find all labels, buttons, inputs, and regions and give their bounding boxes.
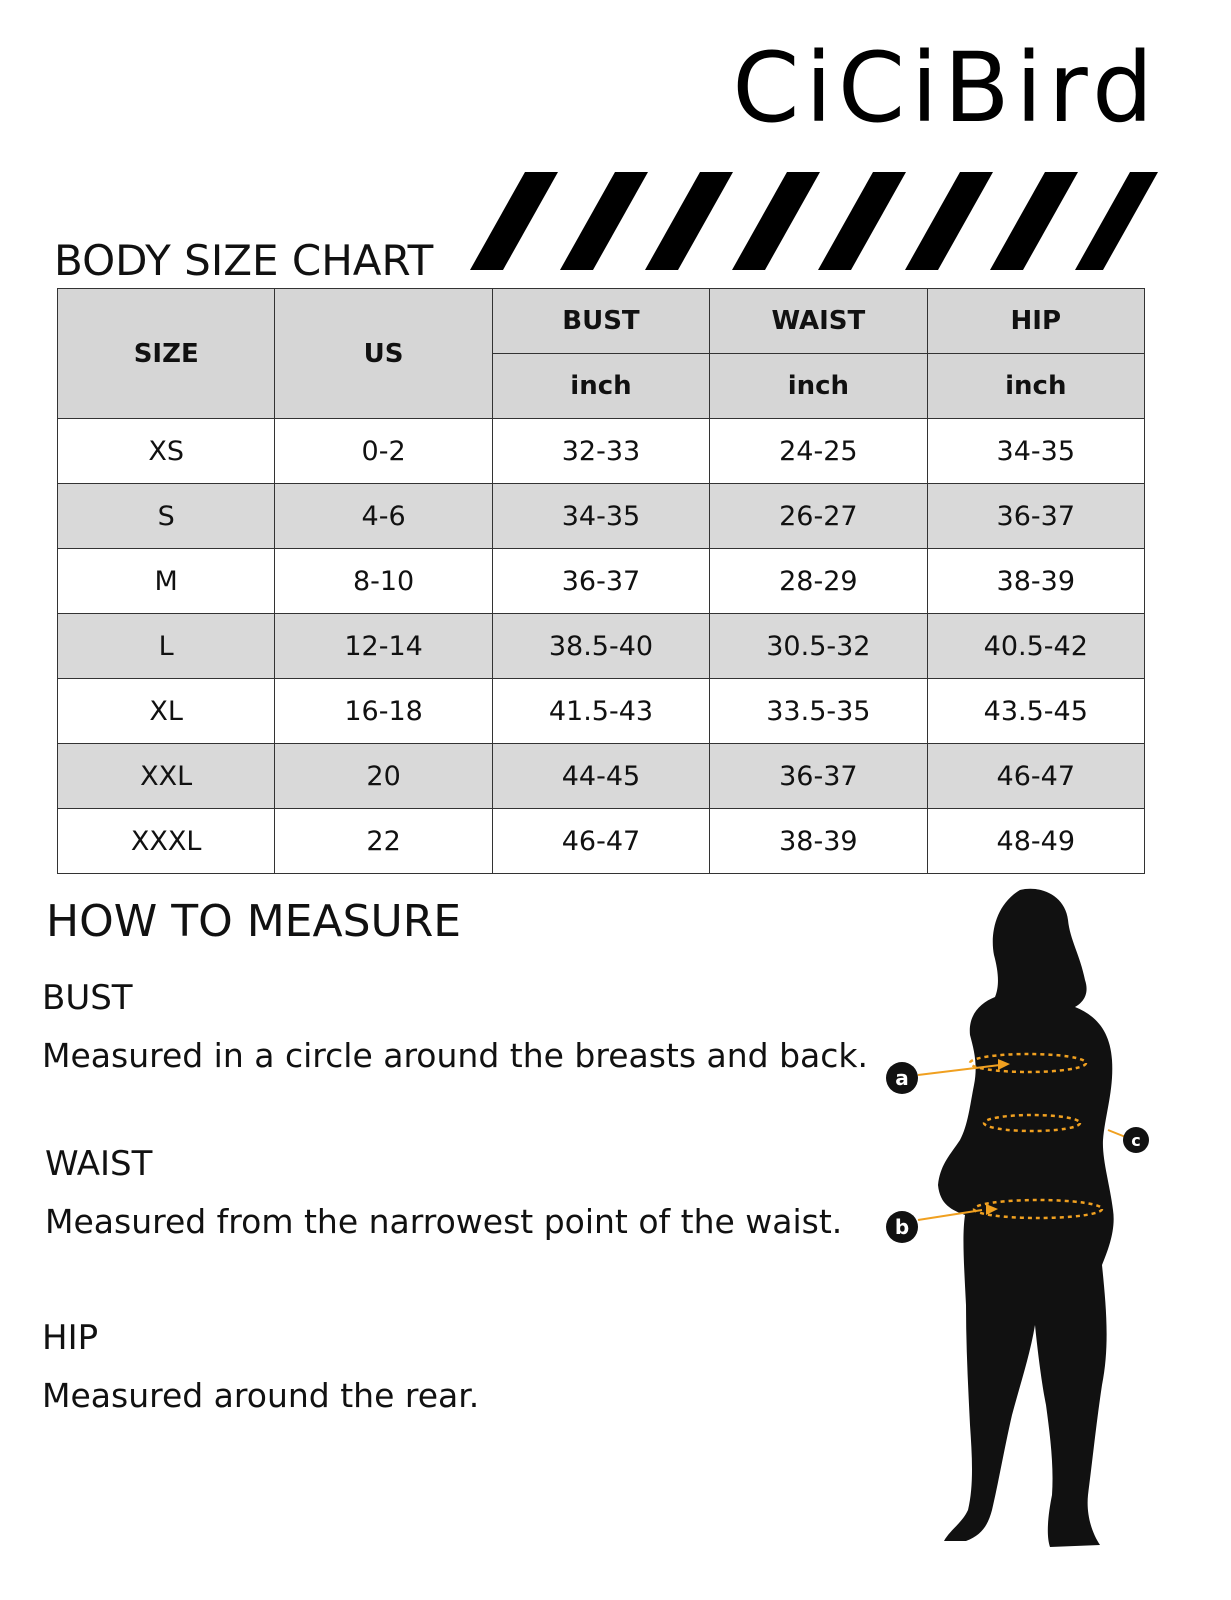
header-hip-unit: inch	[927, 354, 1144, 419]
cell-waist: 26-27	[710, 484, 927, 549]
table-row	[58, 614, 1145, 679]
cell-size: XS	[58, 419, 275, 484]
cell-us: 0-2	[275, 419, 492, 484]
waist-label: WAIST	[45, 1144, 153, 1184]
marker-b-icon	[886, 1211, 918, 1243]
hip-description: Measured around the rear.	[42, 1376, 480, 1415]
cell-size: XXXL	[58, 809, 275, 874]
size-table	[57, 288, 1145, 874]
body-silhouette-figure	[870, 885, 1170, 1555]
table-row	[58, 679, 1145, 744]
marker-c-icon	[1123, 1127, 1149, 1153]
cell-hip: 48-49	[927, 809, 1144, 874]
header-waist: WAIST	[710, 289, 927, 354]
table-row	[58, 549, 1145, 614]
cell-waist: 38-39	[710, 809, 927, 874]
marker-c-label: c	[1131, 1131, 1141, 1150]
cell-size: XXL	[58, 744, 275, 809]
cell-bust: 32-33	[492, 419, 709, 484]
cell-hip: 34-35	[927, 419, 1144, 484]
cell-size: S	[58, 484, 275, 549]
table-row	[58, 809, 1145, 874]
cell-waist: 28-29	[710, 549, 927, 614]
cell-waist: 33.5-35	[710, 679, 927, 744]
marker-b-label: b	[894, 1215, 910, 1239]
brand-logo: CiCiBird	[732, 32, 1159, 144]
header-hip: HIP	[927, 289, 1144, 354]
waist-description: Measured from the narrowest point of the waist.	[45, 1202, 843, 1241]
cell-us: 4-6	[275, 484, 492, 549]
header-bust: BUST	[492, 289, 709, 354]
cell-us: 8-10	[275, 549, 492, 614]
cell-waist: 30.5-32	[710, 614, 927, 679]
table-row	[58, 744, 1145, 809]
cell-us: 16-18	[275, 679, 492, 744]
how-to-measure-title: HOW TO MEASURE	[46, 896, 462, 947]
woman-silhouette	[938, 889, 1114, 1547]
cell-hip: 38-39	[927, 549, 1144, 614]
header-size: SIZE	[58, 289, 275, 419]
cell-size: XL	[58, 679, 275, 744]
marker-a-icon	[886, 1062, 918, 1094]
hip-label: HIP	[42, 1318, 99, 1358]
cell-hip: 46-47	[927, 744, 1144, 809]
cell-us: 12-14	[275, 614, 492, 679]
bust-description: Measured in a circle around the breasts and back.	[42, 1036, 869, 1075]
bust-label: BUST	[42, 978, 133, 1018]
cell-bust: 44-45	[492, 744, 709, 809]
cell-hip: 36-37	[927, 484, 1144, 549]
marker-a-label: a	[895, 1066, 909, 1090]
header-waist-unit: inch	[710, 354, 927, 419]
table-row	[58, 484, 1145, 549]
header-bust-unit: inch	[492, 354, 709, 419]
cell-bust: 34-35	[492, 484, 709, 549]
cell-bust: 46-47	[492, 809, 709, 874]
cell-bust: 38.5-40	[492, 614, 709, 679]
cell-size: M	[58, 549, 275, 614]
cell-us: 20	[275, 744, 492, 809]
cell-waist: 36-37	[710, 744, 927, 809]
cell-hip: 43.5-45	[927, 679, 1144, 744]
cell-bust: 41.5-43	[492, 679, 709, 744]
cell-us: 22	[275, 809, 492, 874]
cell-waist: 24-25	[710, 419, 927, 484]
cell-bust: 36-37	[492, 549, 709, 614]
stripe-decoration	[470, 170, 1160, 275]
cell-hip: 40.5-42	[927, 614, 1144, 679]
header-us: US	[275, 289, 492, 419]
chart-title: BODY SIZE CHART	[54, 236, 434, 285]
table-row	[58, 419, 1145, 484]
cell-size: L	[58, 614, 275, 679]
